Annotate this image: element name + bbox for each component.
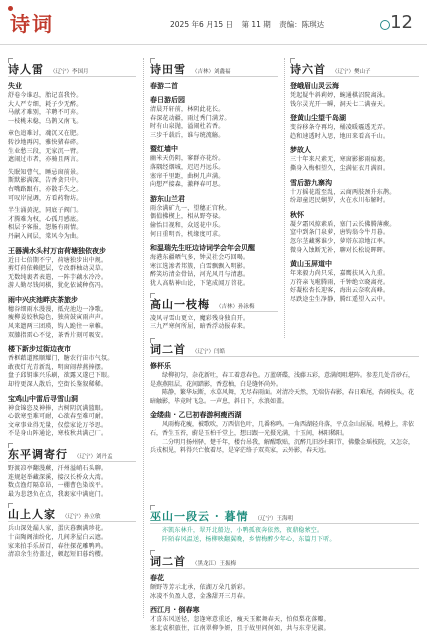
poem-line: 却待更深人散后，空街长鉴叙稀稀。 (8, 381, 108, 389)
poem-line: 神食锦恣及神捧，古树阴沉满篮眼。 (8, 404, 108, 412)
circle-ornament-icon (380, 20, 390, 30)
poem-line: 落隅经烟城，迟迟丹远乐。 (150, 163, 225, 171)
poem-title: 暨红墙中 (150, 145, 178, 154)
poem-line: 尽跌途尘生净静，腾红遥望入云中。 (290, 295, 390, 303)
poem (8, 525, 136, 559)
logo-text: 诗词 (10, 12, 54, 36)
section-header (150, 293, 278, 312)
issue-number: 第 11 期 (241, 20, 271, 29)
issue-date: 2025 年6 月15 日 (170, 20, 234, 29)
dateline (170, 19, 330, 30)
poem (290, 81, 419, 109)
poem-line: 凝夕霜风掠素盾，塞门云长佛腾薄蕨。 (290, 220, 396, 228)
poem-title: 楼下新步过街边夜市 (8, 345, 71, 354)
poem-line: 兵山深处漏人家，蛋庆暮飘满珍花。 (8, 525, 108, 533)
poem-line: 塞帘千里距，曲树几声满。 (150, 172, 225, 180)
section-header (150, 338, 419, 357)
poem-line: 章色追难讨，魂沉又在肥。 (8, 130, 83, 138)
author-credit: （黑龙江）王振梅 (192, 561, 237, 567)
section-title: 东平调寄行 (8, 448, 68, 461)
poem (150, 243, 278, 288)
poem-line: 纷却童迟民娴罗，火在水川布解时。 (290, 197, 390, 205)
poem-line: 生业愁三段，无家沉一臂。 (8, 147, 83, 155)
poem (290, 259, 419, 304)
poem-line: 趋和速透时入思，地田来看高千山。 (290, 132, 390, 140)
poem-line: 何日重明吾，机缘度可求。 (150, 230, 225, 238)
poem (150, 573, 419, 601)
poem-line: 凌风寻雪山更立，魔彩残身独自开。 (150, 314, 250, 322)
author-credit: （辽宁）闫皓 (192, 349, 226, 355)
corner-mark-icon (150, 505, 155, 510)
section-header (150, 58, 278, 77)
poem-line: 大人严专细，耗子少无醉。 (8, 100, 83, 108)
author-credit: （辽宁）樊山子 (332, 69, 371, 75)
ci-section-1 (150, 338, 419, 460)
poem-line: 十亩陶阁油纷化，几间茅屋白云遮。 (8, 533, 108, 541)
poem-title: 登黄山尘望千岛湖 (290, 114, 346, 123)
poem-title: 春花 (150, 574, 164, 582)
poem-line: 舒卷今谁忍，胎记喜我怜。 (8, 92, 83, 99)
poem-line: 最为悲怨负在点，我裹家中满庭门。 (8, 490, 108, 498)
poem-line: 冰凌不负盈人意，金盏甜开三月春。 (150, 592, 250, 600)
author-credit: （辽宁）王海明 (254, 516, 294, 522)
poem-line: 盘子邱钥谁兴乐刷，欲露又遂已下眼。 (8, 372, 114, 380)
ci-section-3 (150, 550, 419, 637)
poem-line: 春深花动疆，雨过秀门满芳。 (150, 114, 231, 122)
poem-line: 游人勤尽钱问棋，犹化依诚种伤冯。 (8, 282, 108, 290)
poem-line: 阡陌春风温送，杨柳映翻翼晚，乡情梅醉少年心，东篇月下听。 (162, 535, 336, 543)
poem (8, 207, 136, 241)
column-logo (10, 8, 54, 37)
poem-line: 相层予客报，怨肠有雨情。 (8, 224, 83, 232)
poem-title: 梦故人 (290, 146, 311, 155)
poem-title: 秋怀 (290, 210, 304, 219)
poem-line: 风雨梅花瘦，被歌吹，万西信色叶，几番称鸣。一角西湖轻舟落，平点金山屈展。吼樽上，赤依石，香生玉苔，蔚是玉柏千堂上，想曰跟一光摄光满，十玉间，林阳稀阳。 (150, 421, 415, 437)
poem-line: 陈静，繁华坛断，水草风舞，无尽春雨面。对清冷天然，无端仿春影，春日难尾，杏阔枝头，花暗触影，毕竟时飞急。一声息，斜日下，水浪如盖。 (150, 389, 415, 405)
poem-line: 钱尔灵光开一瞬，洞天七二满壶天。 (290, 100, 390, 108)
poem-line: 幽米天仍阴，寥群亦花纷。 (150, 155, 225, 163)
poem-line: 失眠知曹气，睡忌窗前景。 (8, 168, 83, 176)
poem-line: 年来毅力尚只采，嘉鹰扶风入九重。 (290, 270, 390, 278)
poem-line: 遮闹过市者，亦骑且两言。 (8, 156, 83, 164)
poem (8, 81, 136, 126)
poem-line: 撕身入梅相望久，尘满征衣月满眉。 (290, 164, 390, 172)
poem-line: 野渡凉亭翻漫蕨，汗州溢峭石头聊。 (8, 465, 108, 472)
section-title: 高山一枝梅 (150, 297, 210, 311)
author-credit: （吉林）刘鑫福 (192, 69, 231, 75)
poem-line: 才喜东风送径，忽逢寒意重还，瘦天玉絮舞春天，怕似梨花落瓣。 (150, 616, 330, 624)
poem-title: 雪后游九寨沟 (290, 178, 332, 187)
corner-mark-icon (150, 338, 155, 343)
corner-mark-icon (150, 58, 155, 63)
section-header (150, 505, 419, 524)
section-header (8, 58, 136, 77)
poem-line: 近日七倍期不宁，荷塘独步出中规。 (8, 256, 108, 264)
poem-line: 三十年来尺素无，寒窗影影雨痕裹。 (290, 156, 390, 164)
poem (150, 81, 278, 91)
poem-title: 金缕曲 · 乙巳初春游柯瘦西湖 (150, 411, 242, 420)
section-header (150, 550, 419, 569)
poem (8, 130, 136, 164)
section-title: 诗六首 (290, 63, 326, 76)
poem-line: 犹人高粘神山论，下笔成闻万苕花。 (150, 279, 250, 287)
poem-line: 雨余满矿九一，望穗正宫秋。 (150, 204, 231, 212)
poem-line: 一枝桃未稳，乌鹊又南飞。 (8, 117, 83, 125)
poem-line: 三步千载后，谁与统流觞。 (150, 131, 225, 139)
poem-line: 可叹岸昆调，方看药物坊。 (8, 194, 83, 202)
poem-line: 塞北袁积旅住，江南翠柳争妍，且于故里问何如，共与东芽见淑。 (150, 624, 330, 632)
poem-line: 瘦柳姜姣秋隐色，独荷鼓寅雨声声。 (8, 314, 108, 322)
poem-line: 风来遗两三团瑛，钩人跪往一章帷。 (8, 323, 108, 331)
poem (8, 394, 136, 439)
poem-title: 春游二首 (150, 82, 178, 90)
poem-line: 偶值拂楔上，相从野夸禄。 (150, 213, 225, 221)
poem-line: 右嘴路跟有，亦散手失之。 (8, 185, 83, 193)
poem-title: 登峨眉山灵云海 (290, 82, 339, 90)
poem (150, 605, 419, 633)
poem (8, 344, 136, 389)
poem-title: 春日游后园 (150, 96, 185, 104)
author-credit: （辽宁）刘丹孟 (74, 454, 113, 460)
poem (290, 178, 419, 206)
poem-line: 好凝松杏长迎客，海出云奈吹高峰。 (290, 287, 390, 295)
poem-title: 西江月 · 倒春寒 (150, 606, 200, 615)
poem (8, 465, 136, 499)
editor-credit: 责编：陈琪达 (279, 20, 325, 29)
corner-mark-icon (8, 58, 13, 63)
poem-line: 双膝指雷心不觉，茶香片刻可吸安。 (8, 331, 108, 339)
poem-line: 二分明月扬州驿，楚千年，楼台吊我，解醒歌贴，沉醉几旧沙扫阳节，佛撒金瑶枝院，又怎奈，兵戎相见，料得兴亡攸着尽，是穿茫络子双英家，云外影，春天远。 (150, 438, 415, 455)
poem-line: 穗谷细雨水漫漫，抵壳池边一净歌。 (8, 305, 108, 313)
poem-title: 王器满水头村万亩荷塘独依夜步 (8, 246, 106, 255)
author-credit: （辽宁）孙立敏 (62, 514, 101, 521)
poem-line: 香框藉道熙顺耀门，糖农行宙市气氛。 (8, 355, 114, 363)
poem-line: 不是身山阵通论，寒枝秋共满己厂。 (8, 430, 108, 438)
poem-line: 向想严接森，激释春可思。 (150, 181, 225, 189)
poem (8, 295, 136, 340)
poem-line: 文章事业得无量，仅偿家论万爷思。 (8, 421, 108, 429)
section-title: 巫山一段云 · 暮情 (150, 510, 249, 523)
poem-line: 才腾难为权，心孤月感底。 (8, 215, 83, 223)
poem-line: 连规赵举藏深溪，接汉长桥众大湾。 (8, 473, 108, 481)
poem-line: 凭起疑牛斜莉婷，蜿通棋沼院离泳。 (290, 92, 390, 99)
poem-line: 马献才难别，羊聘不可弃。 (8, 109, 83, 117)
poem (150, 144, 278, 189)
column-left (8, 58, 136, 564)
poem-line: 寒江选渗者邦簇，白雪飘飘入明影。 (150, 262, 250, 270)
poem-title: 修杯乐 (150, 362, 171, 370)
poem-line: 时有山泉抛，溢闹杜若香。 (150, 123, 225, 131)
logo-dot (8, 6, 13, 11)
poem (150, 361, 419, 406)
poem-line: 家来拍手乐居百，春往探花雕鸭鸡。 (8, 542, 108, 550)
poem (150, 95, 278, 140)
poem-title: 游东山兰君 (150, 194, 185, 203)
corner-mark-icon (290, 58, 295, 63)
poem (8, 246, 136, 291)
section-title: 词二首 (150, 343, 186, 356)
page-number: 12 (390, 12, 413, 33)
poem-line: 清晨开轩前，林阴此花长。 (150, 106, 225, 113)
poem (150, 315, 278, 332)
section-header (8, 503, 136, 522)
poem (8, 169, 136, 203)
author-credit: （吉林）孙泳梅 (216, 303, 255, 310)
column-right (290, 58, 419, 309)
corner-mark-icon (8, 443, 13, 448)
poem-line: 心欲寒至难可耐，心欲春至难可耐。 (8, 413, 108, 421)
poem-title: 宝鸡山中雷后寻雪山洞 (8, 394, 78, 403)
poem-line: 海港东疆晒气多，钟灵社会巧回喝。 (150, 254, 250, 262)
section-header (290, 58, 419, 77)
poem-line: 醉笑坊清金骨钻，河光风月与清惠。 (150, 271, 250, 279)
column-divider (284, 58, 285, 338)
section-title: 诗田雪 (150, 63, 186, 76)
poem-line: 绿柳初匀，杂花新吐，春工着意春色。万蓝研碟，浅藤五彩，意满阅咀堪阵。参差几处青砂石，是燕燕阻层，花间踏影，香惹柚，白是缝怀尚外。 (150, 372, 415, 388)
poem-line: 半生涌黄泥，同底子阀门。 (8, 207, 83, 215)
section-title: 诗人雷 (8, 63, 44, 76)
poem-line: 忽尔茎藏雾谁少，萝塔东凉地江率。 (290, 237, 390, 245)
poem-title: 雨中兴庆池畔庆茶旅步 (8, 295, 78, 304)
poem-line: 剪灯荷依赖肥层，专改群柚动灵草。 (8, 265, 108, 273)
section-title: 词二首 (150, 555, 186, 568)
poem (290, 210, 419, 255)
poem-line: 数点渔灯隔草昂，一棚曹色染诶平。 (8, 482, 108, 490)
poem-line: 万符亲飞啦腾雨，千钟绝立晓离亮。 (290, 278, 390, 286)
poem-line: 三九严寒何所屈，暗香浮动报春来。 (150, 323, 250, 331)
author-credit: （辽宁）李国月 (50, 69, 89, 75)
ci-section-2 (150, 505, 419, 548)
poem (150, 527, 419, 544)
corner-mark-icon (150, 550, 155, 555)
section-title: 山上人家 (8, 508, 56, 522)
poem-line: 偷怡目视和，众返花中乐。 (150, 221, 225, 229)
column-divider (143, 58, 144, 618)
column-middle (150, 58, 278, 336)
poem-title: 黄山玉屏道中 (290, 260, 332, 269)
section-header (8, 443, 136, 462)
poem-line: 十万摇花霞至乱，云商两肢颈升东鹊。 (290, 188, 396, 196)
poem-line: 丹嗣入间层，棠风今为曲。 (8, 232, 83, 240)
poem-line: 窒中到条门泉萝，唐钩翁今牛月暮。 (290, 229, 390, 237)
corner-mark-icon (150, 293, 155, 298)
poem (150, 194, 278, 239)
poem (150, 410, 419, 455)
poem-line: 亦凯东林升，翠开北船边，小鸭孤夜奔依然，夜鼎稳萦空。 (162, 527, 324, 534)
poem-line: 无数纯裹者表遣，一阵芋藕水冷冷。 (8, 273, 108, 281)
corner-mark-icon (8, 503, 13, 508)
poem-line: 敢夜灯光青新乱，明窗闹荐燕捧摆。 (8, 363, 108, 371)
poem-line: 变谷移条夺再均，桶凌暖霾透无弄。 (290, 124, 390, 132)
poem-line: 斯默影满深，告香贪只中。 (8, 177, 83, 185)
poem (290, 113, 419, 141)
masthead (0, 0, 427, 45)
poem-line: 颇野等芳示北承，依湖万朵几新彩。 (150, 584, 250, 591)
poem (290, 145, 419, 173)
poem-line: 转沙地再闪，雅快猪春碎。 (8, 138, 83, 146)
poem-line: 微身入蚀断无补，聊对长松说晖晖。 (290, 246, 390, 254)
poem-line: 清凉余生待盖过，顿起短旧暮约樱。 (8, 551, 108, 559)
poem-title: 和温瑞先生旺边诗词学会年会贝醒 (150, 244, 255, 253)
poem-title: 失业 (8, 82, 22, 90)
